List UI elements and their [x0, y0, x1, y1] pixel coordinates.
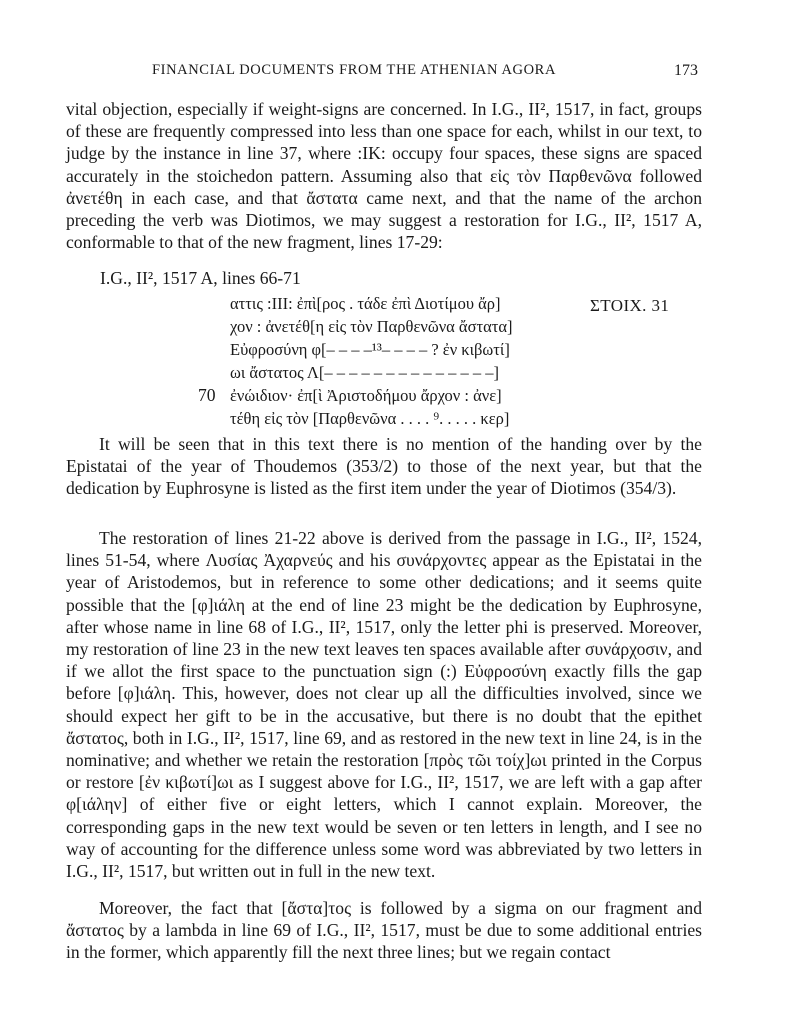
paragraph-3 — [66, 527, 702, 882]
stoichedon-count: ΣΤΟΙΧ. 31 — [590, 296, 670, 315]
running-title: FINANCIAL DOCUMENTS FROM THE ATHENIAN AGORA — [152, 62, 557, 78]
inscription-line: αττις :ΙΙΙ: ἐπὶ[ρος . τάδε ἐπὶ Διοτίμου ἄρ] — [230, 294, 501, 313]
paragraph-4 — [66, 897, 702, 964]
paragraph-1 — [66, 98, 702, 253]
inscription-line: Εὐφροσύνη φ[– – – –¹³– – – – ? ἐν κιβωτί] — [230, 340, 510, 359]
inscription-line: ἐνώιδιον· ἐπ[ὶ Ἀριστοδήμου ἄρχον : ἀνε] — [230, 386, 502, 405]
inscription-line: χον : ἀνετέθ[η εἰς τὸν Παρθενῶνα ἄστατα] — [230, 317, 513, 336]
paragraph-3-text: The restoration of lines 21-22 above is derived from the passage in I.G., II², 1524, lines 51-54, where Λυσίας Ἀχαρνεύς and his συνάρχοντες appear as the Epistatai in the year of Aristodemos, but in reference to some other dedications; and it seems quite possible that the [φ]ιάλη at the end of line 23 might be the dedication by Euphrosyne, after whose name in line 68 of I.G., II², 1517, only the letter phi is preserved. Moreover, my restoration of line 23 in the new text leaves ten spaces available after συνάρχοσιν, and if we allot the first space to the punctuation sign (:) Εὐφροσύνη exactly fills the gap before [φ]ιάλη. This, however, does not clear up all the difficulties involved, since we should expect her gift to be in the accusative, but there is no doubt that the epithet ἄστατος, both in I.G., II², 1517, line 69, and as restored in the new text in line 24, is in the nominative; and whether we retain the restoration [πρὸς τῶι τοίχ]ωι printed in the Corpus or restore [ἐν κιβωτί]ωι as I suggest above for I.G., II², 1517, we are left with a gap after φ[ιάλην] of either five or eight letters, which I cannot explain. Moreover, the corresponding gaps in the new text would be seven or ten letters in length, and I see no way of accounting for the difference unless some word was abbreviated by two letters in I.G., II², 1517, but written out in full in the new text. — [66, 528, 702, 882]
paragraph-1-text: vital objection, especially if weight-signs are concerned. In I.G., II², 1517, in fact, groups of these are frequently compressed into less than one space for each, whilst in our text, to judge by the instance in line 37, where :ΙΚ: occupy four spaces, these signs are spaced accurately in the stoichedon pattern. Assuming also that εἰς τὸν Παρθενῶνα followed ἀνετέθη in each case, and that ἄστατα came next, and that the name of the archon preceding the verb was Diotimos, we may suggest a restoration for I.G., II², 1517 A, conformable to that of the new fragment, lines 17-29: — [66, 99, 702, 253]
line-number: 70 — [198, 385, 216, 405]
paragraph-2 — [66, 433, 702, 500]
paragraph-4-text: Moreover, the fact that [ἄστα]τος is followed by a sigma on our fragment and ἄστατος by a lambda in line 69 of I.G., II², 1517, must be due to some additional entries in the former, which apparently fill the next three lines; but we regain contact — [66, 898, 702, 963]
inscription-line: τέθη εἰς τὸν [Παρθενῶνα . . . . ⁹. . . . . κερ] — [230, 409, 510, 428]
paragraph-2-text: It will be seen that in this text there is no mention of the handing over by the Epistatai of the year of Thoudemos (353/2) to those of the next year, but that the dedication by Euphrosyne is listed as the first item under the year of Diotimos (354/3). — [66, 434, 702, 499]
page-number: 173 — [674, 62, 698, 79]
running-head — [66, 62, 698, 84]
inscription-heading: I.G., II², 1517 A, lines 66-71 — [100, 268, 301, 288]
inscription-line: ωι ἄστατος Λ[– – – – – – – – – – – – – –] — [230, 363, 499, 382]
